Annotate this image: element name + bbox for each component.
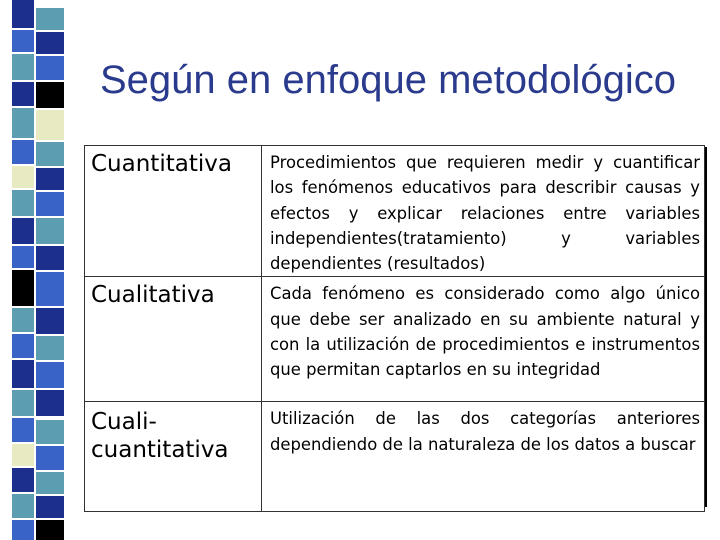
table-row xyxy=(85,277,705,402)
stripe-block xyxy=(36,520,64,540)
stripe-block xyxy=(12,30,34,52)
stripe-block xyxy=(12,360,34,388)
stripe-block xyxy=(36,56,64,80)
stripe-block xyxy=(12,308,34,332)
stripe-block xyxy=(36,82,64,108)
stripe-block xyxy=(12,390,34,416)
table-row xyxy=(85,402,705,512)
stripe-block xyxy=(12,218,34,244)
stripe-block xyxy=(36,8,64,30)
stripe-block xyxy=(36,390,64,416)
stripe-block xyxy=(36,446,64,470)
term-cell: Cuali-cuantitativa xyxy=(85,402,262,512)
stripe-block xyxy=(12,334,34,358)
stripe-block xyxy=(12,444,34,466)
stripe-block xyxy=(12,520,34,540)
stripe-block xyxy=(12,246,34,268)
stripe-block xyxy=(36,32,64,54)
stripe-block xyxy=(36,496,64,518)
definition-cell: Utilización de las dos categorías anteriores dependiendo de la naturaleza de los datos a buscar xyxy=(262,402,705,512)
stripe-block xyxy=(12,0,34,28)
stripe-block xyxy=(36,420,64,444)
stripe-block xyxy=(12,108,34,138)
stripe-block xyxy=(36,110,64,140)
stripe-block xyxy=(36,272,64,306)
table-row xyxy=(85,146,705,277)
stripe-block xyxy=(12,494,34,518)
stripe-block xyxy=(12,54,34,80)
stripe-block xyxy=(12,190,34,216)
stripe-block xyxy=(36,246,64,270)
stripe-block xyxy=(36,168,64,190)
decorative-stripe-bar xyxy=(0,0,66,540)
stripe-block xyxy=(36,308,64,334)
definitions-table xyxy=(84,145,705,512)
stripe-block xyxy=(36,142,64,166)
term-cell: Cuantitativa xyxy=(85,146,262,277)
definition-cell: Cada fenómeno es considerado como algo único que debe ser analizado en su ambiente natural y con la utilización de procedimientos e instrumentos que permitan captarlos en su integridad xyxy=(262,277,705,402)
stripe-block xyxy=(12,140,34,164)
stripe-block xyxy=(12,418,34,442)
stripe-block xyxy=(36,218,64,244)
slide-title: Según en enfoque metodológico xyxy=(100,58,677,102)
stripe-block xyxy=(12,82,34,106)
stripe-block xyxy=(12,166,34,188)
stripe-block xyxy=(12,270,34,306)
stripe-block xyxy=(36,192,64,216)
stripe-block xyxy=(36,362,64,388)
definition-cell: Procedimientos que requieren medir y cuantificar los fenómenos educativos para describir causas y efectos y explicar relaciones entre variables independientes(tratamiento) y variables dependientes (resultados) xyxy=(262,146,705,277)
stripe-block xyxy=(36,472,64,494)
term-cell: Cualitativa xyxy=(85,277,262,402)
stripe-block xyxy=(36,336,64,360)
stripe-block xyxy=(12,468,34,492)
